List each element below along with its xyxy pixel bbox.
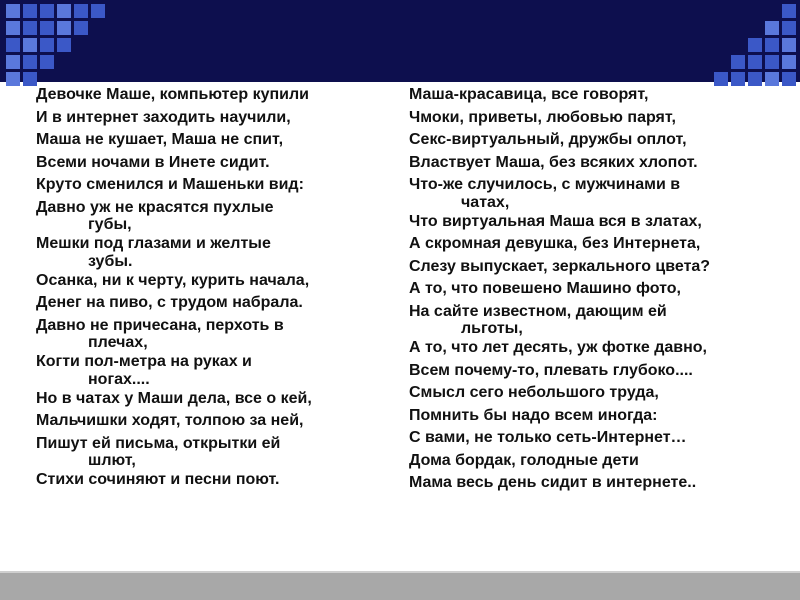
decor-square [782,21,796,35]
decor-square [74,4,88,18]
poem-line: Но в чатах у Маши дела, все о кей, [36,389,312,407]
decor-square [765,21,779,35]
poem-line: С вами, не только сеть-Интернет… [409,429,687,446]
poem-line: Денег на пиво, с трудом набрала. [36,294,303,311]
poem-line: Маша-красавица, все говорят, [409,86,649,103]
decor-square [91,4,105,18]
decor-square [57,21,71,35]
poem-line: Давно уж не красятся пухлые [36,198,274,216]
poem-line: Мешки под глазами и желтые [36,235,271,252]
decor-square [6,55,20,69]
decor-square [74,21,88,35]
header-banner [0,0,800,82]
poem-line: Круто сменился и Машеньки вид: [36,176,304,193]
poem-line: Мама весь день сидит в интернете.. [409,474,697,491]
decor-square [782,55,796,69]
poem-line: Всеми ночами в Инете сидит. [36,153,270,171]
decor-square [23,55,37,69]
poem-line: И в интернет заходить научили, [36,108,291,126]
decor-square [23,4,37,18]
poem-line: Мальчишки ходят, толпою за ней, [36,412,304,429]
decor-square [23,21,37,35]
poem-line-continuation: губы, [88,216,132,233]
decor-square [731,55,745,69]
poem-line: Когти пол-метра на руках и [36,353,252,370]
decor-square [6,38,20,52]
decor-square [765,55,779,69]
poem-line: Стихи сочиняют и песни поют. [36,471,280,488]
decor-square [6,72,20,86]
decor-square [23,72,37,86]
poem-line: Что-же случилось, с мужчинами в [409,176,681,193]
poem-line: На сайте известном, дающим ей [409,302,667,320]
footer-bar [0,573,800,600]
poem-line: Смысл сего небольшого труда, [409,384,659,401]
poem-line-continuation: зубы. [88,252,133,270]
poem-line: Что виртуальная Маша вся в златах, [409,212,702,230]
poem-line: Всем почему-то, плевать глубоко.... [409,361,693,379]
poem-line-continuation: чатах, [461,193,510,211]
decor-square [6,4,20,18]
decor-square [40,38,54,52]
poem-line: Давно не причесана, перхоть в [36,316,284,334]
decor-square [748,55,762,69]
poem-line: Пишут ей письма, открытки ей [36,434,281,452]
decor-square [40,55,54,69]
decor-square [40,4,54,18]
poem-line: Властвует Маша, без всяких хлопот. [409,153,698,171]
poem-line: Дома бордак, голодные дети [409,451,639,469]
decor-square [57,4,71,18]
poem-left-column [36,84,406,492]
poem-line: Секс-виртуальный, дружбы оплот, [409,131,687,148]
decor-square [748,38,762,52]
decor-square [40,21,54,35]
poem-line: Чмоки, приветы, любовью парят, [409,108,676,126]
decor-square [57,38,71,52]
poem-line: Слезу выпускает, зеркального цвета? [409,257,711,275]
poem-line: А то, что повешено Машино фото, [409,280,681,297]
decor-square [782,38,796,52]
poem-line-continuation: шлют, [88,452,136,469]
poem-line: Осанка, ни к черту, курить начала, [36,271,310,289]
poem-right-column [409,84,779,495]
poem-line: А скромная девушка, без Интернета, [409,235,701,252]
poem-line-continuation: льготы, [461,320,523,337]
poem-line: Маша не кушает, Маша не спит, [36,131,284,148]
decor-square [6,21,20,35]
poem-line: Помнить бы надо всем иногда: [409,406,658,424]
decor-square [782,4,796,18]
poem-line: А то, что лет десять, уж фотке давно, [409,339,707,356]
poem-line: Девочке Маше, компьютер купили [36,86,309,103]
poem-line-continuation: ногах.... [88,370,150,388]
poem-line-continuation: плечах, [88,334,148,351]
decor-square [782,72,796,86]
decor-square [765,38,779,52]
decor-square [23,38,37,52]
